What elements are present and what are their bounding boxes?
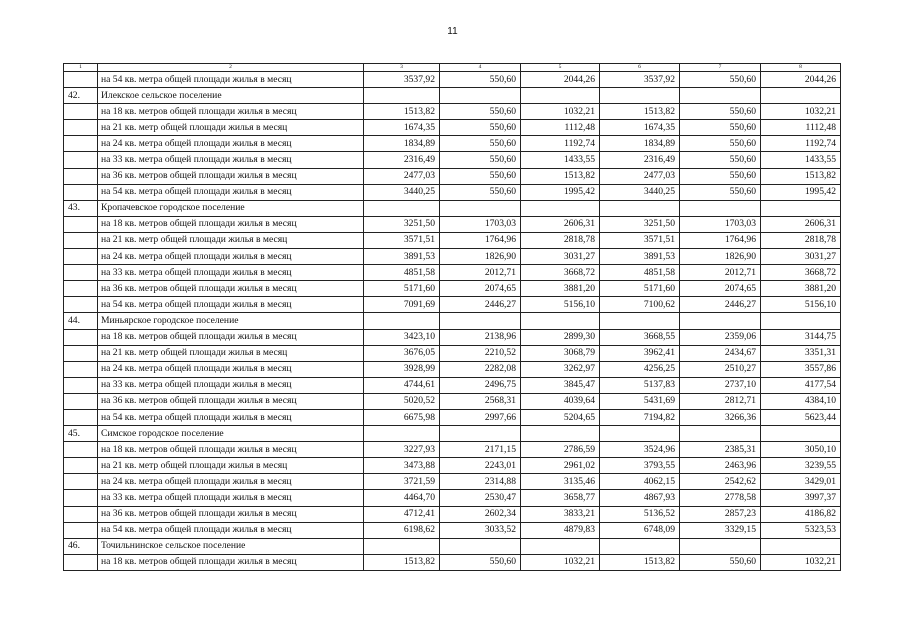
empty-cell	[364, 538, 440, 554]
row-label: на 24 кв. метра общей площади жилья в месяц	[98, 136, 364, 152]
row-label: на 36 кв. метров общей площади жилья в месяц	[98, 168, 364, 184]
table-row	[64, 442, 841, 458]
row-label: на 33 кв. метра общей площади жилья в месяц	[98, 377, 364, 393]
value-cell: 2074,65	[440, 281, 521, 297]
column-number: 3	[364, 64, 440, 72]
row-label: на 21 кв. метр общей площади жилья в месяц	[98, 120, 364, 136]
empty-cell	[64, 490, 98, 506]
value-cell: 2737,10	[680, 377, 761, 393]
value-cell: 2818,78	[521, 232, 600, 248]
value-cell: 2812,71	[680, 393, 761, 409]
value-cell: 3668,72	[761, 265, 841, 281]
value-cell: 2434,67	[680, 345, 761, 361]
value-cell: 2044,26	[521, 72, 600, 88]
empty-cell	[64, 297, 98, 313]
value-cell: 6198,62	[364, 522, 440, 538]
value-cell: 3351,31	[761, 345, 841, 361]
table-row	[64, 345, 841, 361]
value-cell: 3668,72	[521, 265, 600, 281]
value-cell: 7091,69	[364, 297, 440, 313]
value-cell: 1995,42	[521, 184, 600, 200]
value-cell: 3239,55	[761, 458, 841, 474]
value-cell: 5137,83	[600, 377, 680, 393]
empty-cell	[364, 200, 440, 216]
value-cell: 2899,30	[521, 329, 600, 345]
value-cell: 3676,05	[364, 345, 440, 361]
value-cell: 1764,96	[440, 232, 521, 248]
value-cell: 4177,54	[761, 377, 841, 393]
value-cell: 4712,41	[364, 506, 440, 522]
value-cell: 1513,82	[600, 554, 680, 570]
empty-cell	[64, 249, 98, 265]
table-row	[64, 393, 841, 409]
value-cell: 3537,92	[600, 72, 680, 88]
value-cell: 3050,10	[761, 442, 841, 458]
table-row	[64, 216, 841, 232]
section-index: 43.	[64, 200, 98, 216]
value-cell: 3031,27	[521, 249, 600, 265]
table-row	[64, 168, 841, 184]
page-number: 11	[447, 26, 458, 37]
section-index: 45.	[64, 426, 98, 442]
value-cell: 550,60	[680, 554, 761, 570]
column-number: 5	[521, 64, 600, 72]
value-cell: 3440,25	[600, 184, 680, 200]
empty-cell	[364, 426, 440, 442]
value-cell: 2530,47	[440, 490, 521, 506]
value-cell: 3881,20	[521, 281, 600, 297]
value-cell: 5204,65	[521, 409, 600, 425]
value-cell: 1112,48	[521, 120, 600, 136]
value-cell: 6748,09	[600, 522, 680, 538]
value-cell: 4851,58	[600, 265, 680, 281]
value-cell: 3135,46	[521, 474, 600, 490]
value-cell: 550,60	[440, 184, 521, 200]
row-label: на 54 кв. метра общей площади жилья в месяц	[98, 72, 364, 88]
section-title: Точильнинское сельское поселение	[98, 538, 364, 554]
value-cell: 2496,75	[440, 377, 521, 393]
row-label: на 24 кв. метра общей площади жилья в месяц	[98, 249, 364, 265]
column-number: 4	[440, 64, 521, 72]
empty-cell	[521, 538, 600, 554]
value-cell: 1112,48	[761, 120, 841, 136]
table-row	[64, 249, 841, 265]
column-number: 6	[600, 64, 680, 72]
empty-cell	[440, 313, 521, 329]
value-cell: 2818,78	[761, 232, 841, 248]
empty-cell	[440, 200, 521, 216]
value-cell: 2510,27	[680, 361, 761, 377]
empty-cell	[521, 88, 600, 104]
value-cell: 4384,10	[761, 393, 841, 409]
value-cell: 550,60	[680, 136, 761, 152]
value-cell: 3440,25	[364, 184, 440, 200]
column-number: 7	[680, 64, 761, 72]
empty-cell	[64, 184, 98, 200]
value-cell: 2446,27	[440, 297, 521, 313]
empty-cell	[64, 216, 98, 232]
value-cell: 2477,03	[600, 168, 680, 184]
value-cell: 2446,27	[680, 297, 761, 313]
value-cell: 2044,26	[761, 72, 841, 88]
value-cell: 1433,55	[521, 152, 600, 168]
section-row	[64, 88, 841, 104]
table-row	[64, 184, 841, 200]
value-cell: 550,60	[680, 152, 761, 168]
empty-cell	[680, 313, 761, 329]
table-row	[64, 120, 841, 136]
empty-cell	[64, 409, 98, 425]
value-cell: 5623,44	[761, 409, 841, 425]
empty-cell	[64, 458, 98, 474]
value-cell: 2282,08	[440, 361, 521, 377]
value-cell: 1032,21	[521, 554, 600, 570]
value-cell: 3658,77	[521, 490, 600, 506]
value-cell: 2314,88	[440, 474, 521, 490]
table-row	[64, 409, 841, 425]
table-row	[64, 377, 841, 393]
empty-cell	[440, 426, 521, 442]
value-cell: 3557,86	[761, 361, 841, 377]
value-cell: 1834,89	[364, 136, 440, 152]
value-cell: 3144,75	[761, 329, 841, 345]
value-cell: 5020,52	[364, 393, 440, 409]
value-cell: 1834,89	[600, 136, 680, 152]
table-row	[64, 522, 841, 538]
value-cell: 2786,59	[521, 442, 600, 458]
empty-cell	[680, 200, 761, 216]
value-cell: 1433,55	[761, 152, 841, 168]
row-label: на 36 кв. метров общей площади жилья в месяц	[98, 281, 364, 297]
table-row	[64, 136, 841, 152]
empty-cell	[64, 393, 98, 409]
value-cell: 3845,47	[521, 377, 600, 393]
empty-cell	[761, 426, 841, 442]
value-cell: 3033,52	[440, 522, 521, 538]
value-cell: 2463,96	[680, 458, 761, 474]
table-row	[64, 265, 841, 281]
value-cell: 3571,51	[364, 232, 440, 248]
column-number: 1	[64, 64, 98, 72]
value-cell: 1032,21	[761, 554, 841, 570]
empty-cell	[364, 88, 440, 104]
row-label: на 18 кв. метров общей площади жилья в месяц	[98, 104, 364, 120]
value-cell: 550,60	[440, 152, 521, 168]
value-cell: 550,60	[680, 120, 761, 136]
value-cell: 3537,92	[364, 72, 440, 88]
row-label: на 18 кв. метров общей площади жилья в месяц	[98, 329, 364, 345]
value-cell: 3881,20	[761, 281, 841, 297]
value-cell: 3227,93	[364, 442, 440, 458]
row-label: на 18 кв. метров общей площади жилья в месяц	[98, 442, 364, 458]
value-cell: 3997,37	[761, 490, 841, 506]
value-cell: 7194,82	[600, 409, 680, 425]
empty-cell	[761, 200, 841, 216]
empty-cell	[761, 538, 841, 554]
empty-cell	[600, 426, 680, 442]
empty-cell	[680, 538, 761, 554]
empty-cell	[521, 200, 600, 216]
section-title: Илекское сельское поселение	[98, 88, 364, 104]
empty-cell	[64, 72, 98, 88]
value-cell: 1674,35	[364, 120, 440, 136]
value-cell: 3524,96	[600, 442, 680, 458]
table-row	[64, 361, 841, 377]
section-row	[64, 538, 841, 554]
value-cell: 2385,31	[680, 442, 761, 458]
value-cell: 550,60	[680, 168, 761, 184]
value-cell: 2074,65	[680, 281, 761, 297]
empty-cell	[521, 313, 600, 329]
value-cell: 550,60	[680, 72, 761, 88]
empty-cell	[600, 313, 680, 329]
value-cell: 5323,53	[761, 522, 841, 538]
value-cell: 3928,99	[364, 361, 440, 377]
empty-cell	[64, 232, 98, 248]
row-label: на 18 кв. метров общей площади жилья в месяц	[98, 216, 364, 232]
value-cell: 2997,66	[440, 409, 521, 425]
empty-cell	[64, 361, 98, 377]
value-cell: 5136,52	[600, 506, 680, 522]
value-cell: 3833,21	[521, 506, 600, 522]
value-cell: 3962,41	[600, 345, 680, 361]
value-cell: 3891,53	[364, 249, 440, 265]
value-cell: 2477,03	[364, 168, 440, 184]
value-cell: 4186,82	[761, 506, 841, 522]
value-cell: 5171,60	[600, 281, 680, 297]
value-cell: 1764,96	[680, 232, 761, 248]
value-cell: 4744,61	[364, 377, 440, 393]
empty-cell	[440, 88, 521, 104]
column-number: 8	[761, 64, 841, 72]
empty-cell	[600, 88, 680, 104]
row-label: на 54 кв. метра общей площади жилья в месяц	[98, 409, 364, 425]
value-cell: 2243,01	[440, 458, 521, 474]
empty-cell	[440, 538, 521, 554]
table-row	[64, 329, 841, 345]
value-cell: 4062,15	[600, 474, 680, 490]
value-cell: 4039,64	[521, 393, 600, 409]
value-cell: 1826,90	[440, 249, 521, 265]
empty-cell	[64, 474, 98, 490]
value-cell: 4851,58	[364, 265, 440, 281]
value-cell: 2606,31	[521, 216, 600, 232]
value-cell: 1513,82	[761, 168, 841, 184]
empty-cell	[64, 120, 98, 136]
empty-cell	[64, 522, 98, 538]
value-cell: 2778,58	[680, 490, 761, 506]
tariff-table	[63, 63, 841, 571]
empty-cell	[64, 104, 98, 120]
empty-cell	[64, 265, 98, 281]
section-row	[64, 426, 841, 442]
value-cell: 3423,10	[364, 329, 440, 345]
table-row	[64, 554, 841, 570]
empty-cell	[521, 426, 600, 442]
row-label: на 36 кв. метров общей площади жилья в месяц	[98, 506, 364, 522]
table-row	[64, 232, 841, 248]
value-cell: 5431,69	[600, 393, 680, 409]
value-cell: 1513,82	[364, 554, 440, 570]
empty-cell	[64, 442, 98, 458]
value-cell: 1513,82	[600, 104, 680, 120]
value-cell: 4256,25	[600, 361, 680, 377]
value-cell: 3251,50	[364, 216, 440, 232]
empty-cell	[761, 313, 841, 329]
value-cell: 2602,34	[440, 506, 521, 522]
value-cell: 1703,03	[440, 216, 521, 232]
row-label: на 54 кв. метра общей площади жилья в месяц	[98, 297, 364, 313]
value-cell: 3251,50	[600, 216, 680, 232]
empty-cell	[64, 506, 98, 522]
value-cell: 2171,15	[440, 442, 521, 458]
value-cell: 3329,15	[680, 522, 761, 538]
value-cell: 2542,62	[680, 474, 761, 490]
row-label: на 54 кв. метра общей площади жилья в месяц	[98, 184, 364, 200]
value-cell: 550,60	[680, 184, 761, 200]
value-cell: 3721,59	[364, 474, 440, 490]
value-cell: 3266,36	[680, 409, 761, 425]
value-cell: 550,60	[440, 554, 521, 570]
value-cell: 4879,83	[521, 522, 600, 538]
empty-cell	[600, 538, 680, 554]
value-cell: 2210,52	[440, 345, 521, 361]
empty-cell	[680, 426, 761, 442]
table-row	[64, 506, 841, 522]
row-label: на 24 кв. метра общей площади жилья в месяц	[98, 361, 364, 377]
empty-cell	[64, 168, 98, 184]
section-index: 42.	[64, 88, 98, 104]
value-cell: 2606,31	[761, 216, 841, 232]
table-row	[64, 281, 841, 297]
column-number: 2	[98, 64, 364, 72]
value-cell: 7100,62	[600, 297, 680, 313]
section-row	[64, 200, 841, 216]
table-row	[64, 458, 841, 474]
value-cell: 2138,96	[440, 329, 521, 345]
value-cell: 550,60	[440, 104, 521, 120]
value-cell: 1032,21	[761, 104, 841, 120]
value-cell: 1513,82	[521, 168, 600, 184]
value-cell: 2961,02	[521, 458, 600, 474]
value-cell: 550,60	[440, 72, 521, 88]
value-cell: 3031,27	[761, 249, 841, 265]
column-number-row	[64, 64, 841, 72]
row-label: на 21 кв. метр общей площади жилья в месяц	[98, 458, 364, 474]
value-cell: 5156,10	[521, 297, 600, 313]
value-cell: 4464,70	[364, 490, 440, 506]
value-cell: 6675,98	[364, 409, 440, 425]
value-cell: 1192,74	[761, 136, 841, 152]
table-row	[64, 297, 841, 313]
row-label: на 33 кв. метра общей площади жилья в месяц	[98, 490, 364, 506]
row-label: на 36 кв. метров общей площади жилья в месяц	[98, 393, 364, 409]
section-title: Миньярское городское поселение	[98, 313, 364, 329]
value-cell: 2316,49	[364, 152, 440, 168]
value-cell: 1703,03	[680, 216, 761, 232]
value-cell: 1192,74	[521, 136, 600, 152]
row-label: на 33 кв. метра общей площади жилья в месяц	[98, 265, 364, 281]
section-index: 46.	[64, 538, 98, 554]
empty-cell	[64, 377, 98, 393]
empty-cell	[64, 281, 98, 297]
empty-cell	[64, 554, 98, 570]
value-cell: 1995,42	[761, 184, 841, 200]
row-label: на 21 кв. метр общей площади жилья в месяц	[98, 232, 364, 248]
value-cell: 1513,82	[364, 104, 440, 120]
value-cell: 3891,53	[600, 249, 680, 265]
value-cell: 3429,01	[761, 474, 841, 490]
value-cell: 2316,49	[600, 152, 680, 168]
value-cell: 3262,97	[521, 361, 600, 377]
section-row	[64, 313, 841, 329]
value-cell: 550,60	[680, 104, 761, 120]
value-cell: 3068,79	[521, 345, 600, 361]
value-cell: 3571,51	[600, 232, 680, 248]
row-label: на 54 кв. метра общей площади жилья в месяц	[98, 522, 364, 538]
value-cell: 1674,35	[600, 120, 680, 136]
value-cell: 2012,71	[440, 265, 521, 281]
value-cell: 4867,93	[600, 490, 680, 506]
value-cell: 2359,06	[680, 329, 761, 345]
table-row	[64, 72, 841, 88]
empty-cell	[64, 345, 98, 361]
value-cell: 3793,55	[600, 458, 680, 474]
empty-cell	[64, 329, 98, 345]
value-cell: 3668,55	[600, 329, 680, 345]
table-row	[64, 474, 841, 490]
row-label: на 24 кв. метра общей площади жилья в месяц	[98, 474, 364, 490]
empty-cell	[64, 152, 98, 168]
section-title: Симское городское поселение	[98, 426, 364, 442]
value-cell: 2568,31	[440, 393, 521, 409]
table-row	[64, 490, 841, 506]
value-cell: 2012,71	[680, 265, 761, 281]
value-cell: 3473,88	[364, 458, 440, 474]
empty-cell	[364, 313, 440, 329]
row-label: на 33 кв. метра общей площади жилья в месяц	[98, 152, 364, 168]
section-title: Кропачевское городское поселение	[98, 200, 364, 216]
value-cell: 1826,90	[680, 249, 761, 265]
row-label: на 18 кв. метров общей площади жилья в месяц	[98, 554, 364, 570]
value-cell: 2857,23	[680, 506, 761, 522]
section-index: 44.	[64, 313, 98, 329]
table-row	[64, 152, 841, 168]
value-cell: 5171,60	[364, 281, 440, 297]
row-label: на 21 кв. метр общей площади жилья в месяц	[98, 345, 364, 361]
empty-cell	[680, 88, 761, 104]
empty-cell	[64, 136, 98, 152]
value-cell: 550,60	[440, 168, 521, 184]
table-body	[64, 64, 841, 571]
table-row	[64, 104, 841, 120]
empty-cell	[761, 88, 841, 104]
value-cell: 550,60	[440, 136, 521, 152]
value-cell: 5156,10	[761, 297, 841, 313]
value-cell: 550,60	[440, 120, 521, 136]
empty-cell	[600, 200, 680, 216]
value-cell: 1032,21	[521, 104, 600, 120]
